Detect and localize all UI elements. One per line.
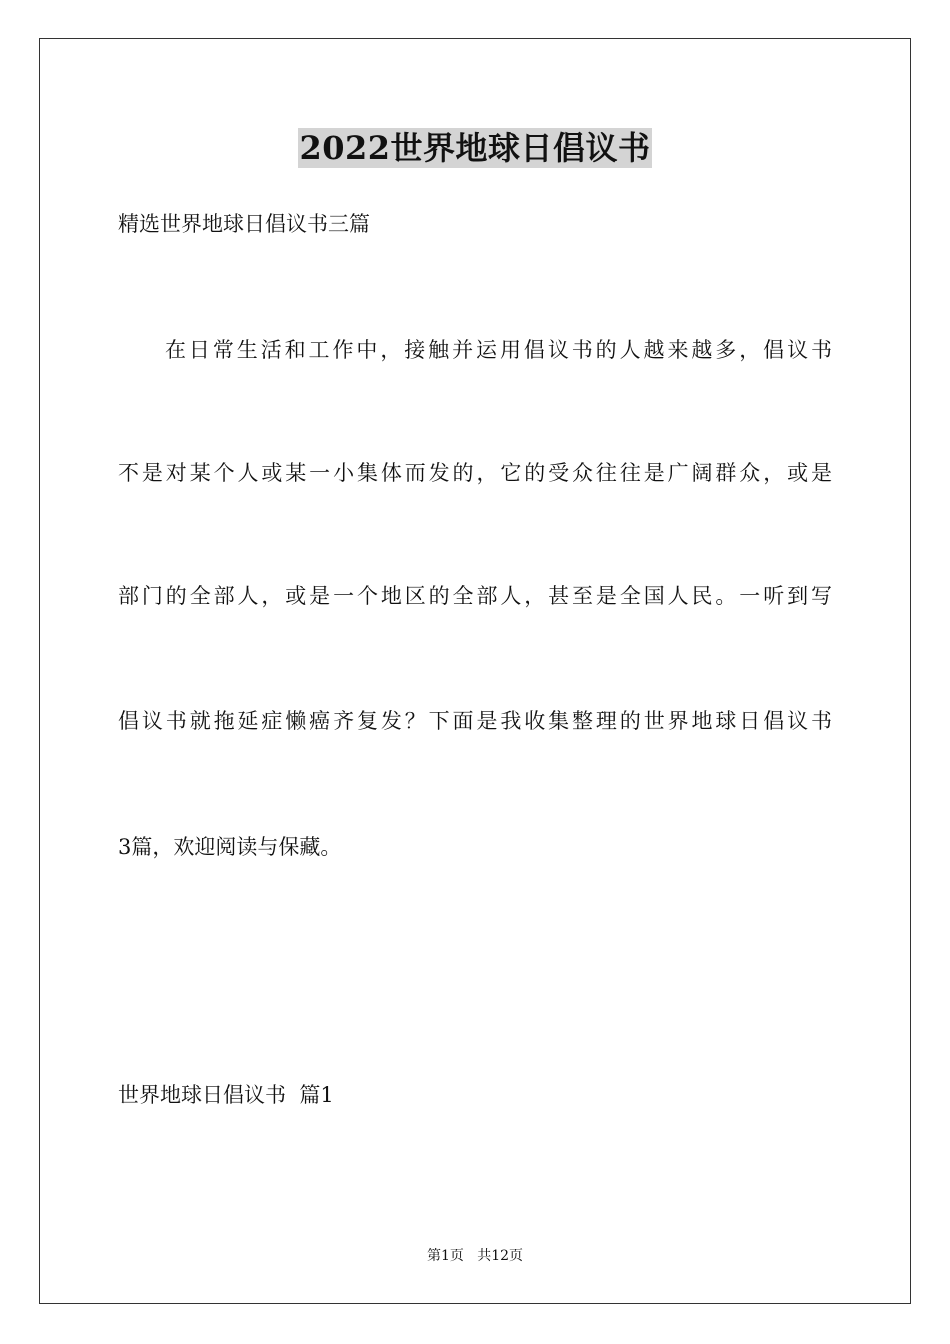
page-footer: 第1页 共12页: [426, 1248, 524, 1264]
intro-paragraph-line: 部门的全部人，或是一个地区的全部人，甚至是全国人民。一听到写: [118, 584, 832, 608]
intro-paragraph-line: 在日常生活和工作中，接触并运用倡议书的人越来越多，倡议书: [165, 338, 832, 362]
document-subtitle: 精选世界地球日倡议书三篇: [118, 212, 370, 236]
intro-paragraph-line: 倡议书就拖延症懒癌齐复发？下面是我收集整理的世界地球日倡议书: [118, 709, 832, 733]
intro-paragraph-line: 不是对某个人或某一小集体而发的，它的受众往往是广阔群众，或是: [118, 461, 832, 485]
document-title: 2022世界地球日倡议书: [299, 129, 651, 167]
intro-paragraph-line: 3篇，欢迎阅读与保藏。: [118, 835, 342, 859]
section-heading: 世界地球日倡议书 篇1: [118, 1083, 334, 1107]
document-title-wrapper: [0, 128, 950, 168]
